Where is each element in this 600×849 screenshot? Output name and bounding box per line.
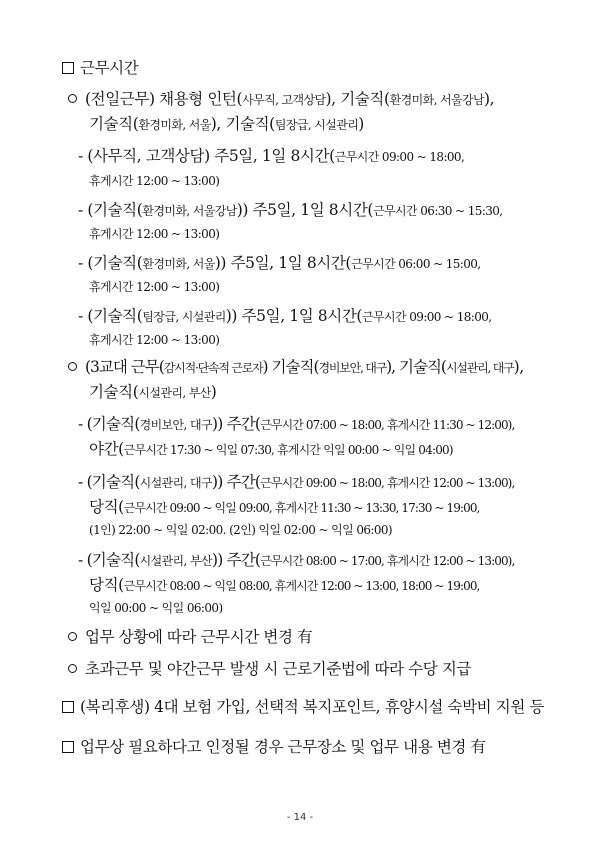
shift-item-security-daegu: - (기술직(경비보안, 대구)) 주간(근무시간 07:00 ~ 18:00, 휴게시간 11:30 ~ 12:00), bbox=[78, 415, 515, 433]
fulltime-intro-line1: (전일근무) 채용형 인턴(사무직, 고객상담), 기술직(환경미화, 서울강남), bbox=[68, 92, 494, 108]
benefits-heading: (복리후생) 4대 보험 가입, 선택적 복지포인트, 휴양시설 숙박비 지원 등 bbox=[62, 700, 544, 716]
shift-intro-line2: 기술직(시설관리, 부산) bbox=[89, 383, 217, 401]
shift-item-security-daegu-night: 야간(근무시간 17:30 ~ 익일 07:30, 휴게시간 익일 00:00 ~ 익일 04:00) bbox=[89, 440, 453, 458]
shift-item-facility-daegu: - (기술직(시설관리, 대구)) 주간(근무시간 09:00 ~ 18:00, 휴게시간 12:00 ~ 13:00), bbox=[78, 473, 515, 491]
checkbox-square-icon bbox=[62, 701, 74, 713]
shift-item-facility-busan-duty-split: 익일 00:00 ~ 익일 06:00) bbox=[89, 601, 223, 615]
fulltime-item-cleaning-seoul-break: 휴게시간 12:00 ~ 13:00) bbox=[89, 280, 220, 294]
note-hours-change: 업무 상황에 따라 근무시간 변경 有 bbox=[68, 630, 312, 646]
circle-bullet-icon bbox=[68, 94, 77, 103]
shift-item-facility-daegu-duty: 당직(근무시간 09:00 ~ 익일 09:00, 휴게시간 11:30 ~ 13:30, 17:30 ~ 19:00, bbox=[89, 498, 480, 516]
circle-bullet-icon bbox=[68, 664, 77, 673]
shift-item-facility-busan: - (기술직(시설관리, 부산)) 주간(근무시간 08:00 ~ 17:00, 휴게시간 12:00 ~ 13:00), bbox=[78, 551, 515, 569]
fulltime-item-facility-lead: - (기술직(팀장급, 시설관리)) 주5일, 1일 8시간(근무시간 09:00 ~ 18:00, bbox=[78, 307, 492, 325]
shift-item-facility-daegu-duty-split: (1인) 22:00 ~ 익일 02:00. (2인) 익일 02:00 ~ 익일 06:00) bbox=[89, 523, 393, 537]
fulltime-item-facility-lead-break: 휴게시간 12:00 ~ 13:00) bbox=[89, 333, 220, 347]
checkbox-square-icon bbox=[62, 62, 74, 74]
fulltime-item-office-break: 휴게시간 12:00 ~ 13:00) bbox=[89, 174, 220, 188]
note-overtime-pay: 초과근무 및 야간근무 발생 시 근로기준법에 따라 수당 지급 bbox=[68, 662, 471, 678]
fulltime-item-office: - (사무직, 고객상담) 주5일, 1일 8시간(근무시간 09:00 ~ 18:00, bbox=[78, 147, 465, 165]
page-number: - 14 - bbox=[286, 812, 314, 823]
shift-item-facility-busan-duty: 당직(근무시간 08:00 ~ 익일 08:00, 휴게시간 12:00 ~ 13:00, 18:00 ~ 19:00, bbox=[89, 576, 480, 594]
circle-bullet-icon bbox=[68, 362, 77, 371]
shift-intro-line1: (3교대 근무(감시적·단속적 근로자) 기술직(경비보안, 대구), 기술직(시설관리, 대구), bbox=[68, 360, 524, 376]
section-title: 근무시간 bbox=[80, 59, 139, 77]
fulltime-item-cleaning-gangnam-break: 휴게시간 12:00 ~ 13:00) bbox=[89, 227, 220, 241]
workplace-change-heading: 업무상 필요하다고 인정될 경우 근무장소 및 업무 내용 변경 有 bbox=[62, 740, 486, 756]
fulltime-intro-line2: 기술직(환경미화, 서울), 기술직(팀장급, 시설관리) bbox=[89, 115, 364, 133]
fulltime-item-cleaning-gangnam: - (기술직(환경미화, 서울강남)) 주5일, 1일 8시간(근무시간 06:30 ~ 15:30, bbox=[78, 201, 503, 219]
section-heading bbox=[62, 61, 138, 77]
checkbox-square-icon bbox=[62, 741, 74, 753]
circle-bullet-icon bbox=[68, 632, 77, 641]
fulltime-item-cleaning-seoul: - (기술직(환경미화, 서울)) 주5일, 1일 8시간(근무시간 06:00 ~ 15:00, bbox=[78, 254, 481, 272]
